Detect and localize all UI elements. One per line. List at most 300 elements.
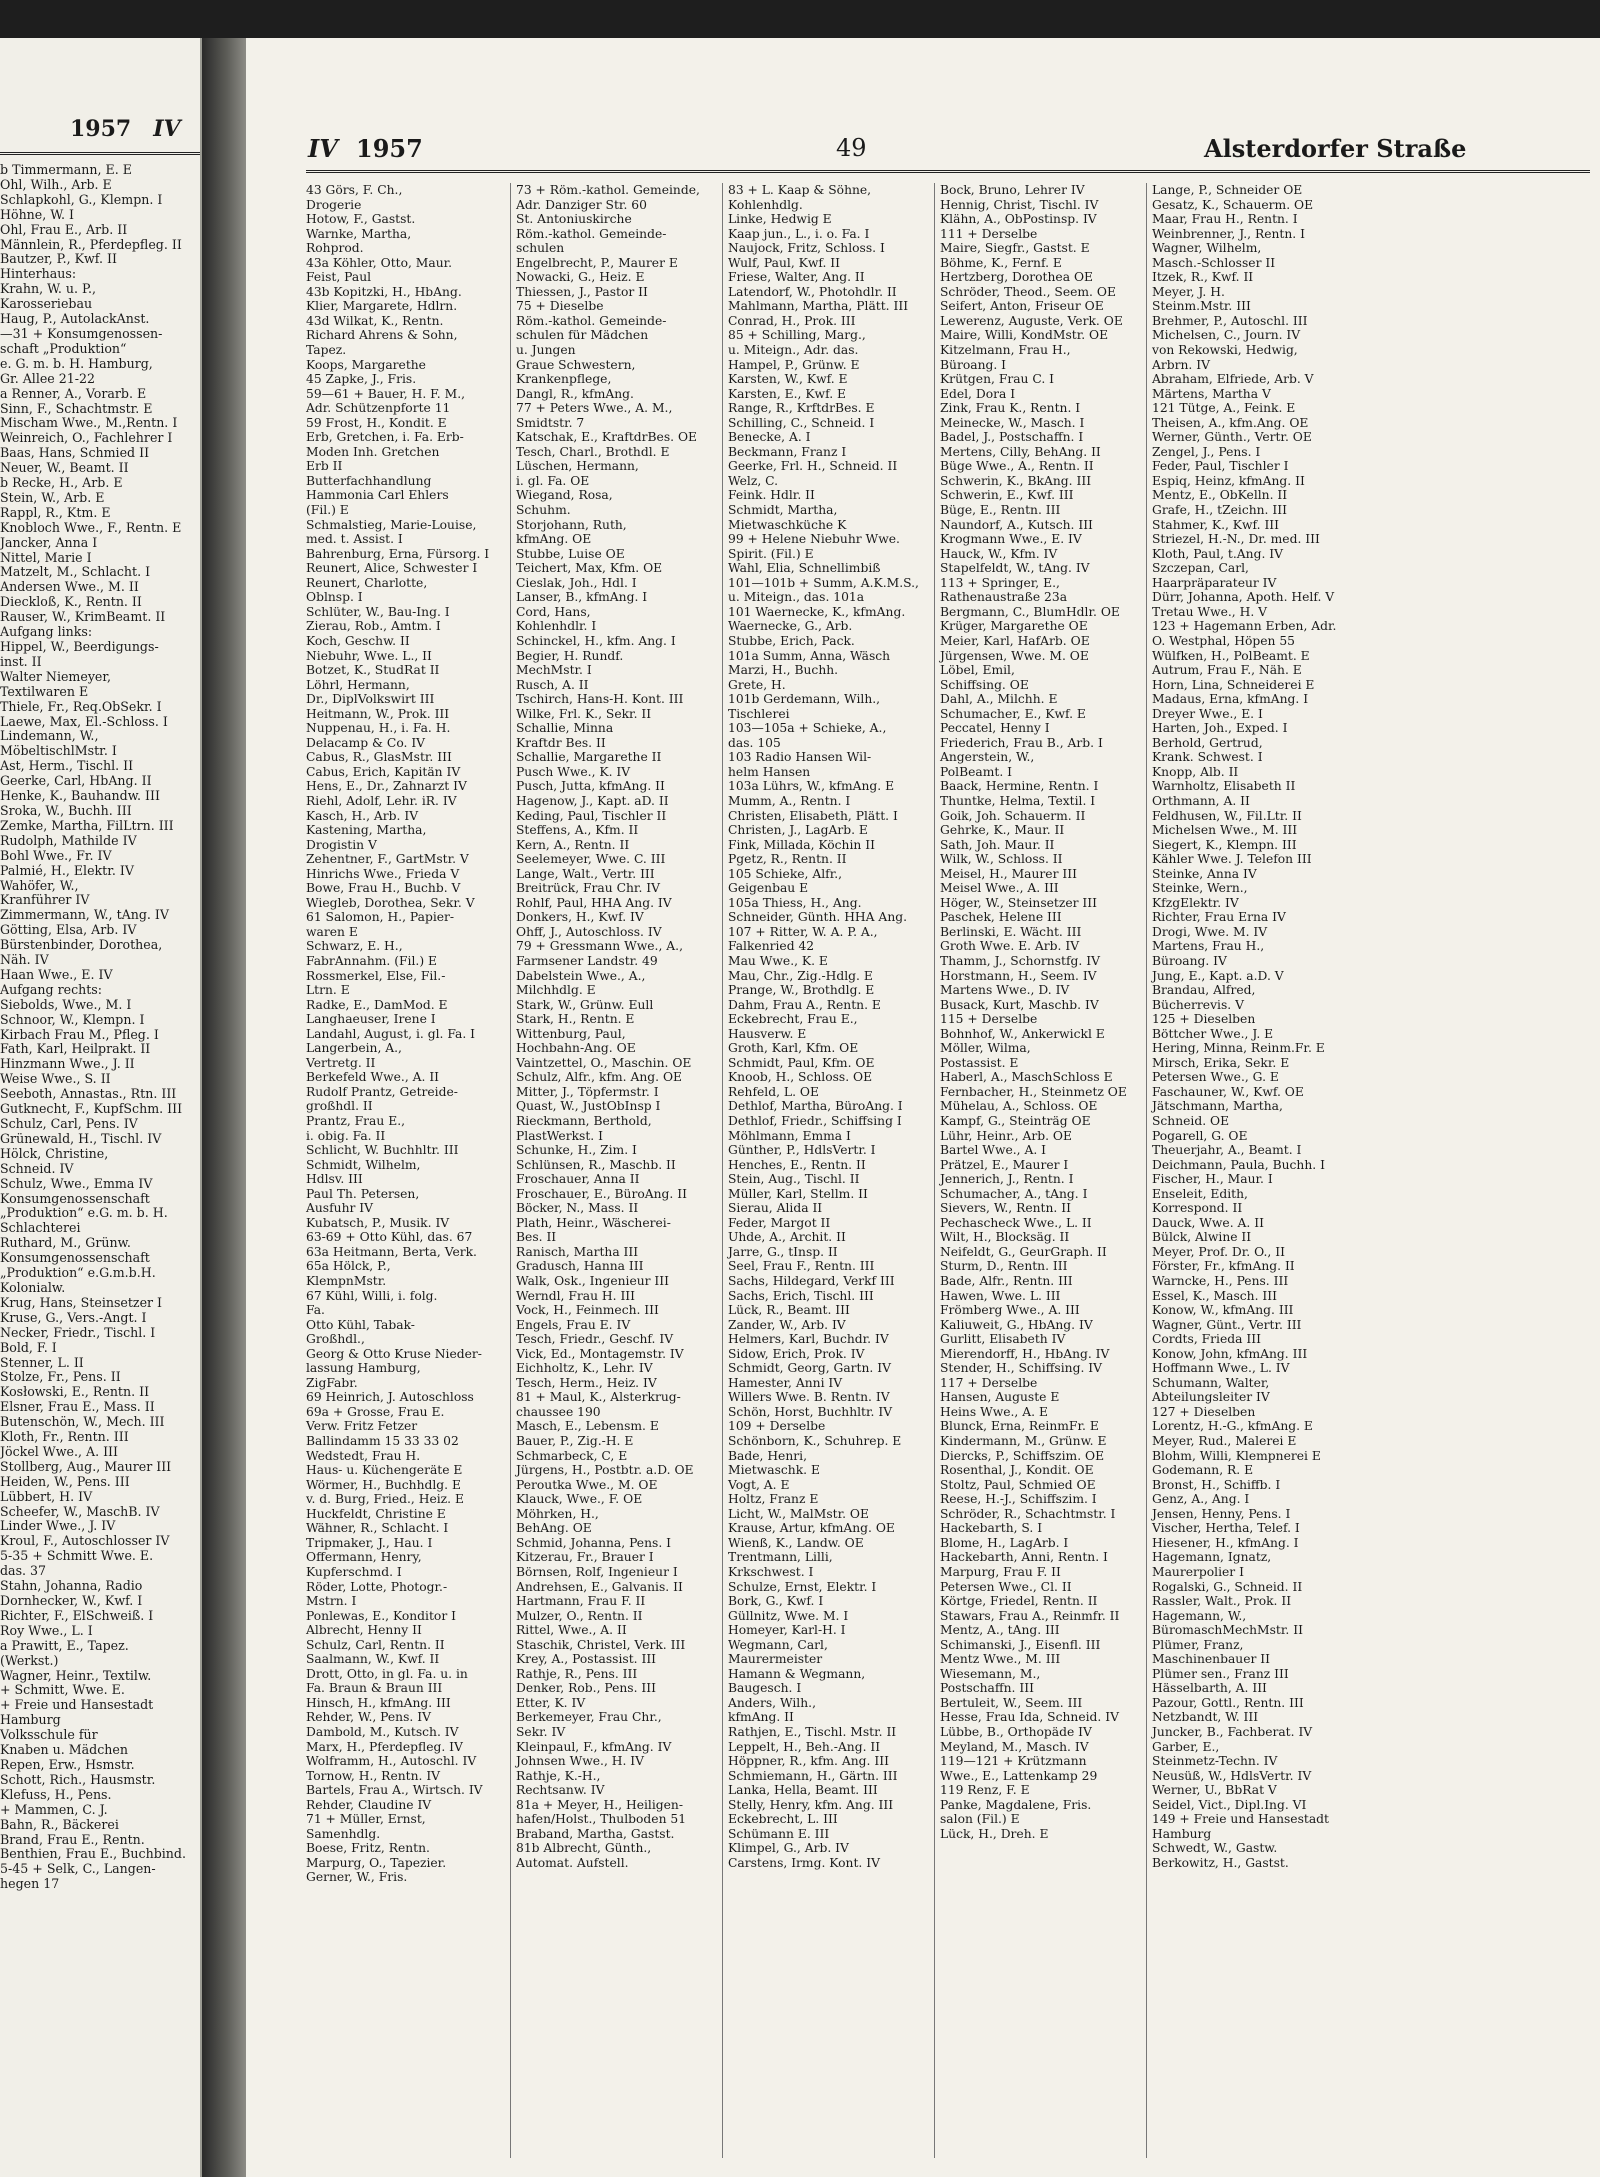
directory-entry: Spirit. (Fil.) E [728,546,814,561]
column-divider [1146,183,1147,2158]
directory-entry: Paul Th. Petersen, [306,1186,420,1201]
directory-entry: Dahm, Frau A., Rentn. E [728,997,881,1012]
directory-entry: Ballindamm 15 33 33 02 [306,1434,459,1449]
directory-entry: Bronst, H., Schiffb. I [1152,1477,1281,1492]
directory-entry: Reunert, Charlotte, [306,575,428,590]
directory-entry: Kindermann, M., Grünw. E [940,1434,1107,1449]
directory-entry: Ast, Herm., Tischl. II [0,758,134,774]
directory-entry: Schmid, Johanna, Pens. I [516,1535,671,1550]
directory-entry: Henke, K., Bauhandw. III [0,788,160,804]
directory-entry: Beckmann, Franz I [728,444,847,459]
directory-entry: Begier, H. Rundf. [516,648,624,663]
directory-entry: Siebolds, Wwe., M. I [0,996,132,1012]
directory-entry: Saalmann, W., Kwf. II [306,1652,440,1667]
directory-entry: Berkowitz, H., Gastst. [1152,1855,1289,1870]
directory-entry: FabrAnnahm. (Fil.) E [306,953,438,968]
directory-entry: Möhlmann, Emma I [728,1128,851,1143]
directory-entry: 43 Görs, F. Ch., [306,183,403,197]
directory-entry: Schneid. IV [0,1160,74,1176]
directory-entry: Konsumgenossenschaft [0,1250,150,1266]
directory-entry: Ruthard, M., Grünw. [0,1235,131,1251]
directory-entry: Maschinenbauer II [1152,1652,1270,1667]
directory-entry: Offermann, Henry, [306,1550,422,1565]
directory-entry: Böhme, K., Fernf. E [940,255,1062,270]
column-divider [722,183,723,2158]
directory-entry: hafen/Holst., Thulboden 51 [516,1812,687,1827]
directory-entry: 79 + Gressmann Wwe., A., [516,939,683,954]
directory-entry: Paschek, Helene III [940,910,1062,925]
directory-entry: Schuhm. [516,503,571,518]
directory-entry: Steinke, Anna IV [1152,866,1257,881]
directory-entry: Kastening, Martha, [306,823,427,838]
directory-entry: Bürstenbinder, Dorothea, [0,937,163,953]
directory-entry: Homeyer, Karl-H. I [728,1623,846,1638]
directory-entry: Dr., DiplVolkswirt III [306,692,435,707]
directory-entry: —31 + Konsumgenossen- [0,325,163,341]
directory-entry: Vischer, Hertha, Telef. I [1152,1521,1300,1536]
directory-entry: Walter Niemeyer, [0,668,112,684]
directory-entry: Riehl, Adolf, Lehr. iR. IV [306,793,457,808]
directory-entry: Schmidt, Wilhelm, [306,1157,421,1172]
directory-entry: Huckfeldt, Christine E [306,1506,446,1521]
directory-entry: 103 Radio Hansen Wil- [728,750,872,765]
directory-entry: Froschauer, E., BüroAng. II [516,1186,687,1201]
directory-entry: Christen, J., LagArb. E [728,823,868,838]
directory-entry: Helmers, Karl, Buchdr. IV [728,1332,889,1347]
directory-entry: Hölck, Christine, [0,1145,109,1161]
directory-entry: Berhold, Gertrud, [1152,735,1263,750]
directory-entry: 43b Kopitzki, H., HbAng. [306,284,462,299]
directory-entry: 115 + Derselbe [940,1012,1038,1027]
directory-entry: Baugesch. I [728,1681,802,1696]
directory-entry: Erb II [306,459,343,474]
directory-entry: 119—121 + Krützmann [940,1754,1087,1769]
directory-entry: Volksschule für [0,1727,98,1743]
directory-entry: Kranführer IV [0,892,90,908]
directory-entry: a Renner, A., Vorarb. E [0,385,147,401]
directory-entry: Oblnsp. I [306,590,363,605]
directory-entry: Heiden, W., Pens. III [0,1473,130,1489]
directory-entry: Katschak, E., KraftdrBes. OE [516,430,698,445]
directory-entry: Höppner, R., kfm. Ang. III [728,1754,889,1769]
directory-entry: Lanser, B., kfmAng. I [516,590,648,605]
left-page-header [70,116,181,142]
directory-entry: Lewerenz, Auguste, Verk. OE [940,313,1123,328]
directory-entry: Vogt, A. E [728,1477,790,1492]
directory-entry: Schumacher, E., Kwf. E [940,706,1086,721]
directory-entry: Rudolf Prantz, Getreide- [306,1084,458,1099]
directory-entry: Orthmann, A. II [1152,793,1250,808]
directory-entry: Krkschwest. I [728,1564,814,1579]
directory-entry: ZigFabr. [306,1375,358,1390]
directory-entry: Wedstedt, Frau H. [306,1448,421,1463]
directory-entry: Hens, E., Dr., Zahnarzt IV [306,779,467,794]
directory-entry: Jancker, Anna I [0,534,98,550]
directory-entry: Geerke, Frl. H., Schneid. II [728,459,898,474]
directory-entry: 81 + Maul, K., Alsterkrug- [516,1390,681,1405]
directory-entry: Mitter, J., Töpfermstr. I [516,1084,659,1099]
directory-entry: Tschirch, Hans-H. Kont. III [516,692,684,707]
directory-entry: Baas, Hans, Schmied II [0,445,150,461]
book-gutter [202,38,246,2177]
directory-entry: a Prawitt, E., Tapez. [0,1637,129,1653]
directory-entry: Nuppenau, H., i. Fa. H. [306,721,451,736]
directory-entry: salon (Fil.) E [940,1812,1020,1827]
directory-entry: 83 + L. Kaap & Söhne, [728,183,872,197]
directory-entry: MöbeltischlMstr. I [0,743,117,759]
directory-entry: Aufgang links: [0,624,93,640]
left-header-rule [0,152,200,155]
directory-entry: Breitrück, Frau Chr. IV [516,881,661,896]
directory-entry: Haarpräparateur IV [1152,575,1277,590]
directory-entry: Konow, W., kfmAng. III [1152,1303,1294,1318]
directory-entry: Meyer, Prof. Dr. O., II [1152,1244,1285,1259]
directory-entry: Butterfachhandlung [306,473,432,488]
directory-entry: Kampf, G., Steinträg OE [940,1114,1091,1128]
directory-entry: Klauck, Wwe., F. OE [516,1492,643,1507]
directory-entry: Höger, W., Steinsetzer III [940,895,1097,910]
directory-entry: Warncke, H., Pens. III [1152,1274,1289,1289]
directory-entry: Grete, H. [728,677,786,692]
directory-entry: Schön, Horst, Buchhltr. IV [728,1404,893,1419]
directory-entry: Albrecht, Henny II [306,1623,422,1638]
directory-entry: Hausverw. E [728,1026,807,1041]
directory-entry: Kubatsch, P., Musik. IV [306,1215,450,1230]
directory-entry: (Werkst.) [0,1652,59,1668]
directory-entry: 75 + Dieselbe [516,299,604,314]
directory-entry: Heins Wwe., A. E [940,1404,1048,1419]
directory-entry: Karsten, W., Kwf. E [728,372,848,387]
directory-entry: Madaus, Erna, kfmAng. I [1152,692,1309,707]
directory-entry: MechMstr. I [516,663,592,678]
directory-entry: Krank. Schwest. I [1152,750,1263,765]
directory-entry: Mau, Chr., Zig.-Hdlg. E [728,968,873,983]
directory-entry: Stawars, Frau A., Reinmfr. II [940,1608,1120,1623]
directory-entry: Landahl, August, i. gl. Fa. I [306,1026,476,1041]
directory-column-2 [516,183,700,1870]
directory-entry: Plath, Heinr., Wäscherei- [516,1215,671,1230]
directory-entry: 103a Lührs, W., kfmAng. E [728,779,895,794]
directory-entry: Graue Schwestern, [516,357,636,372]
directory-entry: Sachs, Hildegard, Verkf III [728,1274,895,1289]
directory-entry: O. Westphal, Höpen 55 [1152,633,1295,648]
directory-column-5 [1152,183,1337,1870]
directory-entry: Mau Wwe., K. E [728,953,828,968]
directory-entry: Schulz, Carl, Rentn. II [306,1637,445,1652]
directory-entry: Schröder, Theod., Seem. OE [940,284,1116,299]
directory-entry: Hdlsv. III [306,1172,363,1187]
directory-entry: Moden Inh. Gretchen [306,444,440,459]
directory-entry: Weise Wwe., S. II [0,1071,111,1087]
column-divider [934,183,935,2158]
directory-entry: Abraham, Elfriede, Arb. V [1152,372,1314,387]
directory-entry: Stolze, Fr., Pens. II [0,1369,121,1385]
directory-entry: Andrehsen, E., Galvanis. II [516,1579,683,1594]
directory-entry: Pogarell, G. OE [1152,1128,1248,1143]
directory-entry: Tretau Wwe., H. V [1152,604,1268,619]
directory-entry: Lüschen, Hermann, [516,459,639,474]
directory-entry: Fernbacher, H., Steinmetz OE [940,1084,1127,1099]
page-number: 49 [836,134,867,162]
directory-entry: Steinm.Mstr. III [1152,299,1251,314]
directory-entry: 101a Summ, Anna, Wäsch [728,648,891,663]
directory-entry: Hochbahn-Ang. OE [516,1041,636,1056]
directory-entry: Zierau, Rob., Amtm. I [306,619,441,634]
directory-entry: Röm.-kathol. Gemeinde- [516,313,667,328]
directory-entry: Klefuss, H., Pens. [0,1786,112,1802]
directory-entry: Wilt, H., Blocksäg. II [940,1230,1070,1245]
directory-entry: Goik, Joh. Schauerm. II [940,808,1086,823]
directory-entry: Krahn, W. u. P., [0,281,96,297]
directory-entry: Drogi, Wwe. M. IV [1152,924,1268,939]
directory-entry: Krause, Artur, kfmAng. OE [728,1521,895,1536]
directory-entry: Enseleit, Edith, [1152,1186,1248,1201]
directory-entry: Bautzer, P., Kwf. II [0,251,117,267]
directory-entry: Karosseriebau [0,296,93,312]
directory-entry: Linder Wwe., J. IV [0,1518,116,1534]
directory-entry: Jennerich, J., Rentn. I [940,1172,1074,1187]
directory-entry: Kroul, F., Autoschlosser IV [0,1533,170,1549]
directory-entry: Cordts, Frieda III [1152,1332,1261,1347]
directory-entry: Kolonialw. [0,1279,66,1295]
directory-entry: Wahöfer, W., [0,877,79,893]
directory-entry: Tornow, H., Rentn. IV [306,1768,441,1783]
directory-entry: Adr. Danziger Str. 60 [516,197,647,212]
directory-entry: med. t. Assist. I [306,532,403,547]
directory-entry: Butenschön, W., Mech. III [0,1414,165,1430]
directory-entry: Kloth, Fr., Rentn. III [0,1429,129,1445]
directory-entry: Tesch, Herm., Heiz. IV [516,1375,657,1390]
directory-entry: 125 + Dieselben [1152,1012,1256,1027]
directory-entry: Karsten, E., Kwf. E [728,386,846,401]
directory-entry: Wagner, Heinr., Textilw. [0,1667,152,1683]
directory-entry: 109 + Derselbe [728,1419,826,1434]
directory-entry: Keding, Paul, Tischler II [516,808,667,823]
directory-entry: Lange, Walt., Vertr. III [516,866,655,881]
directory-entry: + Mammen, C. J. [0,1801,108,1817]
directory-entry: Marx, H., Pferdepfleg. IV [306,1739,463,1754]
directory-entry: Schlünsen, R., Maschb. II [516,1157,676,1172]
directory-entry: Kasch, H., Arb. IV [306,808,419,823]
directory-entry: Krey, A., Postassist. III [516,1652,657,1667]
directory-entry: Schmidt, Paul, Kfm. OE [728,1055,875,1070]
directory-entry: Börnsen, Rolf, Ingenieur I [516,1564,678,1579]
directory-entry: 71 + Müller, Ernst, [306,1812,426,1827]
directory-entry: Stark, H., Rentn. E [516,1012,635,1027]
directory-entry: Rassler, Walt., Prok. II [1152,1594,1292,1609]
directory-entry: 105a Thiess, H., Ang. [728,895,862,910]
directory-entry: Rathenaustraße 23a [940,590,1068,605]
directory-entry: Erb, Gretchen, i. Fa. Erb- [306,430,464,445]
directory-entry: Ponlewas, E., Konditor I [306,1608,456,1623]
directory-entry: 67 Kühl, Willi, i. folg. [306,1288,438,1303]
directory-entry: Anders, Wilh., [728,1695,816,1710]
directory-entry: Frömberg Wwe., A. III [940,1303,1080,1318]
directory-entry: Seel, Frau F., Rentn. III [728,1259,875,1274]
directory-entry: schaft „Produktion“ [0,340,127,356]
directory-entry: Prätzel, E., Maurer I [940,1157,1069,1172]
directory-entry: Schmidt, Martha, [728,503,838,518]
directory-entry: Sath, Joh. Maur. II [940,837,1055,852]
directory-entry: Schlachterei [0,1220,81,1236]
directory-entry: Prantz, Frau E., [306,1114,406,1128]
directory-entry: Werndl, Frau H. III [516,1288,636,1303]
directory-entry: Richter, F., ElSchweiß. I [0,1607,154,1623]
directory-entry: Konow, John, kfmAng. III [1152,1346,1308,1361]
directory-entry: Geigenbau E [728,881,809,896]
directory-entry: Werner, U., BbRat V [1152,1783,1277,1798]
directory-entry: chaussee 190 [516,1404,601,1419]
directory-entry: Stein, Aug., Tischl. II [728,1172,860,1187]
directory-entry: Mietwaschküche K [728,517,847,532]
directory-entry: Wahl, Elia, Schnellimbiß [728,561,881,576]
directory-entry: Tischlerei [728,706,790,721]
directory-entry: Gehrke, K., Maur. II [940,823,1065,838]
directory-entry: Tripmaker, J., Hau. I [306,1535,433,1550]
directory-entry: Kupferschmd. I [306,1564,402,1579]
directory-entry: Mischam Wwe., M.,Rentn. I [0,415,178,431]
directory-entry: Löbel, Emil, [940,663,1015,678]
directory-entry: PlastWerkst. I [516,1128,603,1143]
directory-entry: Stein, W., Arb. E [0,489,105,505]
directory-entry: Sachs, Erich, Tischl. III [728,1288,874,1303]
directory-entry: Holtz, Franz E [728,1492,819,1507]
directory-entry: Prange, W., Brothdlg. E [728,983,875,998]
directory-entry: Grafe, H., tZeichn. III [1152,503,1287,518]
directory-entry: Gr. Allee 21-22 [0,370,96,386]
directory-entry: 127 + Dieselben [1152,1404,1256,1419]
directory-entry: Männlein, R., Pferdepfleg. II [0,236,182,252]
directory-column-4 [940,183,1127,1841]
directory-entry: Büge, E., Rentn. III [940,503,1061,518]
directory-entry: Zehentner, F., GartMstr. V [306,852,469,867]
directory-entry: Horstmann, H., Seem. IV [940,968,1097,983]
directory-entry: Rudolph, Mathilde IV [0,832,137,848]
directory-entry: Stelly, Henry, kfm. Ang. III [728,1797,894,1812]
directory-entry: Rohprod. [306,241,364,256]
directory-entry: Waernecke, G., Arb. [728,619,853,634]
directory-entry: Walk, Osk., Ingenieur III [516,1274,670,1289]
directory-entry: Zink, Frau K., Rentn. I [940,401,1081,416]
directory-entry: lassung Hamburg, [306,1361,421,1376]
directory-entry: Palmié, H., Elektr. IV [0,862,134,878]
directory-entry: Bade, Henri, [728,1448,807,1463]
directory-entry: Vertretg. II [306,1055,376,1070]
directory-entry: Korrespond. II [1152,1201,1243,1216]
directory-entry: Märtens, Martha V [1152,386,1271,401]
directory-entry: Martens Wwe., D. IV [940,983,1070,998]
directory-entry: Schwarz, E. H., [306,939,403,954]
directory-entry: Kleinpaul, F., kfmAng. IV [516,1739,672,1754]
directory-entry: 61 Salomon, H., Papier- [306,910,455,925]
directory-entry: Denker, Rob., Pens. III [516,1681,657,1696]
directory-entry: 149 + Freie und Hansestadt [1152,1812,1329,1827]
directory-entry: Hinzmann Wwe., J. II [0,1056,135,1072]
directory-entry: Michelsen Wwe., M. III [1152,823,1298,838]
directory-entry: Maurerpolier I [1152,1564,1244,1579]
directory-entry: Krug, Hans, Steinsetzer I [0,1294,163,1310]
directory-entry: Rusch, A. II [516,677,589,692]
directory-entry: Heitmann, W., Prok. III [306,706,450,721]
directory-entry: Hertzberg, Dorothea OE [940,270,1093,285]
directory-entry: Schmalstieg, Marie-Louise, [306,517,477,532]
directory-entry: 101 Waernecke, K., kfmAng. [728,604,906,619]
directory-entry: 103—105a + Schieke, A., [728,721,887,736]
directory-entry: Edel, Dora I [940,386,1016,401]
directory-entry: + Freie und Hansestadt [0,1697,154,1713]
directory-entry: Dürr, Johanna, Apoth. Helf. V [1152,590,1335,605]
directory-entry: Faschauner, W., Kwf. OE [1152,1084,1304,1099]
directory-entry: Dornhecker, W., Kwf. I [0,1593,143,1608]
directory-entry: Aufgang rechts: [0,981,103,997]
directory-entry: Bartels, Frau A., Wirtsch. IV [306,1783,483,1798]
directory-entry: Henches, E., Rentn. II [728,1157,866,1172]
directory-entry: Zimmermann, W., tAng. IV [0,907,169,923]
directory-entry: Schneid. OE [1152,1114,1230,1128]
directory-entry: i. obig. Fa. II [306,1128,386,1143]
directory-entry: hegen 17 [0,1876,60,1892]
directory-entry: Hagemann, W., [1152,1608,1247,1623]
directory-entry: Zemke, Martha, FilLtrn. III [0,817,174,833]
directory-entry: Hawen, Wwe. L. III [940,1288,1061,1303]
directory-entry: Milchhdlg. E [516,983,596,998]
directory-entry: Thuntke, Helma, Textil. I [940,793,1096,808]
directory-entry: Wienß, K., Landw. OE [728,1535,864,1550]
directory-entry: Nowacki, G., Heiz. E [516,270,645,285]
directory-entry: Röm.-kathol. Gemeinde- [516,226,667,241]
directory-entry: Warnke, Martha, [306,226,412,241]
directory-entry: Itzek, R., Kwf. II [1152,270,1254,285]
directory-entry: Ohl, Frau E., Arb. II [0,221,128,237]
directory-entry: Jöckel Wwe., A. III [0,1443,119,1459]
directory-entry: Cabus, Erich, Kapitän IV [306,764,461,779]
directory-entry: Groth Wwe. E. Arb. IV [940,939,1080,954]
directory-entry: Sekr. IV [516,1724,566,1739]
directory-entry: Brandau, Alfred, [1152,983,1256,998]
directory-entry: Feist, Paul [306,270,372,285]
directory-entry: Schumacher, A., tAng. I [940,1186,1088,1201]
directory-entry: Kaap jun., L., i. o. Fa. I [728,226,870,241]
directory-entry: Bohl Wwe., Fr. IV [0,847,112,863]
directory-entry: Hennig, Christ, Tischl. IV [940,197,1099,212]
directory-entry: Feldhusen, W., Fil.Ltr. II [1152,808,1302,823]
directory-entry: Krankenpflege, [516,372,612,387]
directory-entry: Stoltz, Paul, Schmied OE [940,1477,1096,1492]
directory-entry: Schwerin, K., BkAng. III [940,473,1092,488]
directory-entry: Baack, Hermine, Rentn. I [940,779,1099,794]
directory-entry: Sturm, D., Rentn. III [940,1259,1068,1274]
directory-entry: Tesch, Friedr., Geschf. IV [516,1332,674,1347]
directory-entry: Höhne, W. I [0,206,74,222]
directory-entry: Christen, Elisabeth, Plätt. I [728,808,898,823]
directory-entry: Bold, F. I [0,1339,57,1355]
directory-entry: Friese, Walter, Ang. II [728,270,865,285]
directory-entry: Szczepan, Carl, [1152,561,1249,576]
directory-entry: Froschauer, Anna II [516,1172,640,1187]
directory-entry: 5-45 + Selk, C., Langen- [0,1861,156,1877]
directory-entry: Linke, Hedwig E [728,212,832,227]
directory-entry: Badel, J., Postschaffn. I [940,430,1084,445]
directory-entry: kfmAng. OE [516,532,592,547]
directory-entry: Lorentz, H.-G., kfmAng. E [1152,1419,1313,1434]
directory-entry: Latendorf, W., Photohdlr. II [728,284,897,299]
directory-entry: 101—101b + Summ, A.K.M.S., [728,575,919,590]
directory-entry: Schümann E. III [728,1826,830,1841]
directory-entry: Dethlof, Friedr., Schiffsing I [728,1114,902,1128]
directory-entry: Benthien, Frau E., Buchbind. [0,1846,186,1862]
directory-entry: Schallie, Minna [516,721,614,736]
directory-entry: Laewe, Max, El.-Schloss. I [0,713,168,729]
